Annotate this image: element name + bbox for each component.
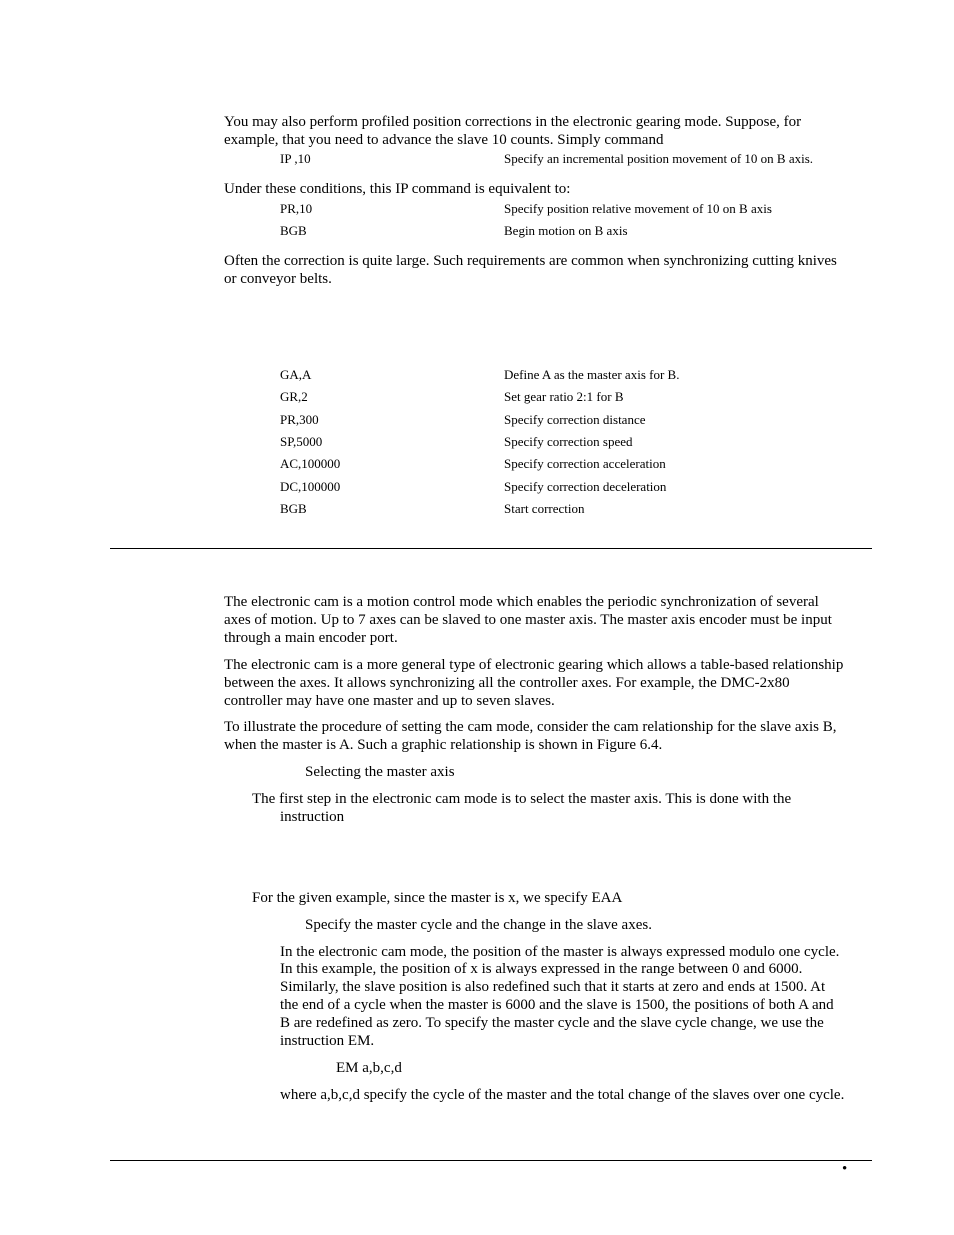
equivalent-command: BGB — [280, 223, 307, 238]
step2-text-line6: instruction EM. — [280, 1033, 375, 1049]
step1-text-line2: instruction — [280, 809, 345, 825]
example-command: GR,2 — [280, 389, 308, 404]
example-description: Start correction — [504, 501, 585, 516]
example-description: Specify correction acceleration — [504, 456, 666, 471]
equivalent-description: Begin motion on B axis — [504, 223, 628, 238]
example-description: Specify correction speed — [504, 434, 633, 449]
example-command: GA,A — [280, 367, 312, 382]
intro-paragraph-line2: example, that you need to advance the slave 10 counts. Simply command — [224, 132, 664, 148]
example-description: Specify correction distance — [504, 412, 646, 427]
step2-text-line2: In this example, the position of x is always expressed in the range between 0 and 6000. — [280, 961, 803, 977]
step1-text-line1: The first step in the electronic cam mode is to select the master axis. This is done with the — [252, 791, 792, 807]
example-description: Specify correction deceleration — [504, 479, 667, 494]
cam-paragraph-3-line2: when the master is A. Such a graphic relationship is shown in Figure 6.4. — [224, 737, 663, 753]
cam-paragraph-3-line1: To illustrate the procedure of setting the cam mode, consider the cam relationship for the slave axis B, — [224, 719, 837, 735]
step2-text-line1: In the electronic cam mode, the position of the master is always expressed modulo one cycle. — [280, 944, 840, 960]
cam-paragraph-1-line3: through a main encoder port. — [224, 630, 398, 646]
em-where-text: where a,b,c,d specify the cycle of the master and the total change of the slaves over one cycle. — [280, 1087, 845, 1103]
equivalent-paragraph: Under these conditions, this IP command is equivalent to: — [224, 181, 571, 197]
step2-heading: Specify the master cycle and the change in the slave axes. — [305, 917, 652, 933]
step1-example: For the given example, since the master is x, we specify EAA — [252, 890, 623, 906]
example-command: SP,5000 — [280, 434, 323, 449]
ip-command: IP ,10 — [280, 151, 311, 166]
ip-description: Specify an incremental position movement of 10 on B axis. — [504, 151, 814, 166]
cam-paragraph-1-line2: axes of motion. Up to 7 axes can be slaved to one master axis. The master axis encoder must be input — [224, 612, 832, 628]
example-command: DC,100000 — [280, 479, 341, 494]
example-description: Define A as the master axis for B. — [504, 367, 680, 382]
footer-bullet: • — [842, 1161, 848, 1177]
section-divider — [110, 548, 872, 549]
example-description: Set gear ratio 2:1 for B — [504, 389, 624, 404]
equivalent-command: PR,10 — [280, 201, 313, 216]
example-command: AC,100000 — [280, 456, 341, 471]
cam-paragraph-2-line1: The electronic cam is a more general type of electronic gearing which allows a table-based relationship — [224, 657, 844, 673]
cam-paragraph-2-line2: between the axes. It allows synchronizing all the controller axes. For example, the DMC-2x80 — [224, 675, 790, 691]
step2-text-line3: Similarly, the slave position is also redefined such that it starts at zero and ends at 1500. At — [280, 979, 826, 995]
example-command: BGB — [280, 501, 307, 516]
example-command: PR,300 — [280, 412, 319, 427]
em-syntax: EM a,b,c,d — [336, 1060, 402, 1076]
step1-heading: Selecting the master axis — [305, 764, 455, 780]
cam-paragraph-1-line1: The electronic cam is a motion control mode which enables the periodic synchronization of several — [224, 594, 819, 610]
footer-rule — [110, 1160, 872, 1161]
cam-paragraph-2-line3: controller may have one master and up to seven slaves. — [224, 693, 555, 709]
equivalent-description: Specify position relative movement of 10 on B axis — [504, 201, 772, 216]
step2-text-line5: B are redefined as zero. To specify the master cycle and the slave cycle change, we use the — [280, 1015, 824, 1031]
correction-paragraph-line2: or conveyor belts. — [224, 271, 332, 287]
intro-paragraph-line1: You may also perform profiled position corrections in the electronic gearing mode. Suppose, for — [224, 114, 802, 130]
step2-text-line4: the end of a cycle when the master is 6000 and the slave is 1500, the positions of both A and — [280, 997, 834, 1013]
correction-paragraph-line1: Often the correction is quite large. Such requirements are common when synchronizing cutting knives — [224, 253, 837, 269]
